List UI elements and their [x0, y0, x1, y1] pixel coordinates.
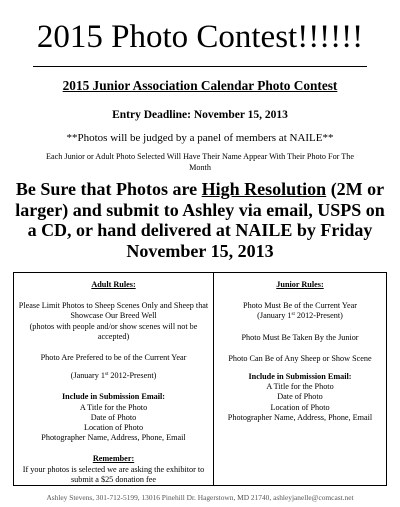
junior-rule-date-range: (January 1st 2012-Present) — [257, 311, 343, 321]
junior-include-item: Date of Photo — [277, 392, 323, 402]
rules-table — [13, 272, 387, 486]
submission-instructions — [14, 179, 386, 261]
remember-text: If your photos is selected we are asking the exhibitor to submit a $25 donation fee — [22, 464, 205, 484]
junior-rules-column — [214, 273, 386, 485]
adult-rules-column — [14, 273, 214, 485]
adult-include-heading: Include in Submission Email: — [61, 392, 166, 402]
entry-deadline: Entry Deadline: November 15, 2013 — [112, 109, 288, 121]
junior-include-item: Location of Photo — [270, 402, 330, 412]
adult-rule-date-range: (January 1st 2012-Present) — [70, 371, 157, 381]
high-resolution-text: High Resolution — [201, 179, 327, 199]
judging-note: **Photos will be judged by a panel of members at NAILE** — [66, 132, 334, 144]
highlight-part-3: (2M or larger) and submit to Ashley via email, USPS on a CD, or hand delivered at NAILE by Friday November 15, 2013 — [15, 179, 385, 261]
name-appear-note: Each Junior or Adult Photo Selected Will Have Their Name Appear With Their Photo For The Month — [45, 152, 355, 172]
adult-rule-current-year: Photo Are Prefered to be of the Current Year — [40, 353, 187, 363]
remember-heading: Remember: — [92, 454, 135, 464]
highlight-part-1: Be Sure that Photos are — [15, 179, 202, 199]
contest-subtitle: 2015 Junior Association Calendar Photo Contest — [62, 78, 338, 93]
adult-rule-sheep-scenes: Please Limit Photos to Sheep Scenes Only and Sheep that Showcase Our Breed Well — [18, 301, 209, 321]
adult-include-item: Photographer Name, Address, Phone, Email — [41, 433, 186, 443]
junior-rule-taken-by-junior: Photo Must Be Taken By the Junior — [241, 332, 359, 342]
junior-rules-heading: Junior Rules: — [276, 280, 324, 289]
junior-include-item: A Title for the Photo — [266, 382, 334, 392]
junior-include-heading: Include in Submission Email: — [248, 372, 352, 382]
adult-include-item: Date of Photo — [90, 412, 137, 422]
contest-title: 2015 Photo Contest!!!!!! — [36, 19, 364, 55]
adult-include-item: A Title for the Photo — [79, 402, 148, 412]
junior-include-item: Photographer Name, Address, Phone, Email — [227, 412, 373, 422]
adult-rule-note: (photos with people and/or show scenes will not be accepted) — [29, 321, 198, 341]
title-divider — [33, 66, 367, 67]
adult-rules-heading: Adult Rules: — [91, 280, 136, 289]
junior-rule-any-sheep: Photo Can Be of Any Sheep or Show Scene — [228, 353, 372, 363]
contact-footer: Ashley Stevens, 301-712-5199, 13016 Pinehill Dr. Hagerstown, MD 21740, ashleyjanelle@comcast.net — [46, 493, 354, 502]
adult-include-item: Location of Photo — [83, 423, 144, 433]
junior-rule-current-year: Photo Must Be of the Current Year — [243, 301, 357, 311]
